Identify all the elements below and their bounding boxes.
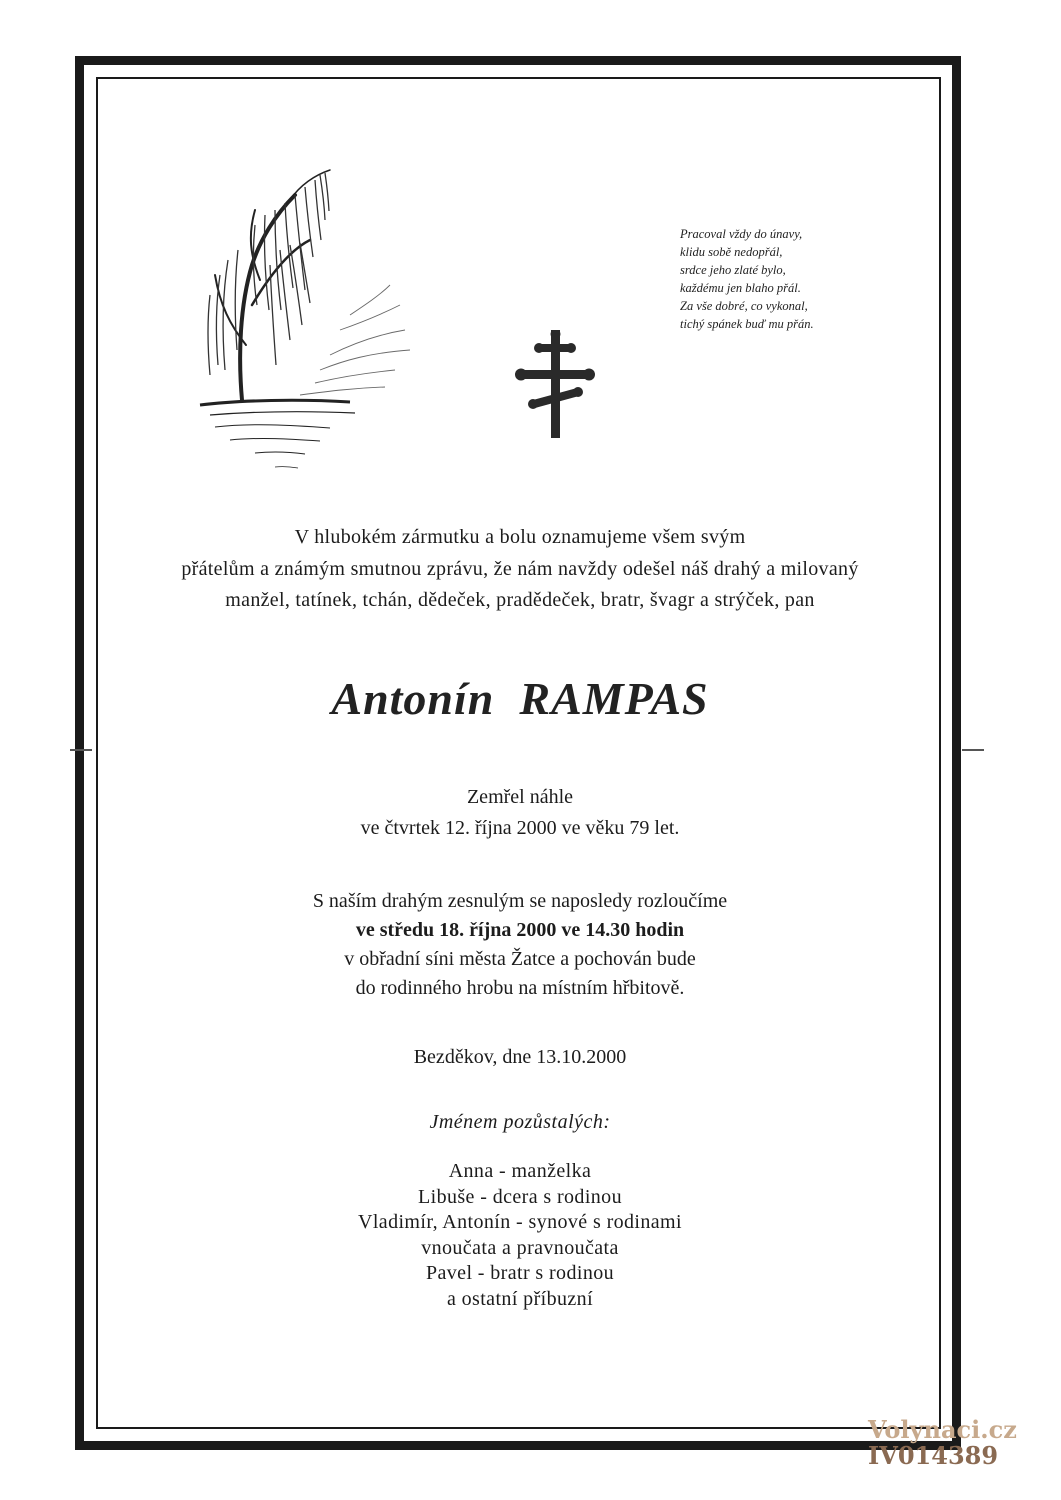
intro-line: přátelům a známým smutnou zprávu, že nám navždy odešel náš drahý a milovaný xyxy=(181,557,859,580)
mourner-item: Vladimír, Antonín - synové s rodinami xyxy=(358,1211,682,1233)
poem-line: srdce jeho zlaté bylo, xyxy=(680,263,786,277)
watermark-site: Volynaci.cz xyxy=(868,1415,1017,1444)
memorial-poem xyxy=(680,225,900,333)
deceased-name: Antonín RAMPAS xyxy=(331,673,709,724)
poem-line: Za vše dobré, co vykonal, xyxy=(680,299,808,313)
on-behalf-of-bereaved: Jménem pozůstalých: xyxy=(429,1111,611,1133)
funeral-line: do rodinného hrobu na místním hřbitově. xyxy=(355,977,685,999)
announcement-intro xyxy=(100,522,940,617)
funeral-line: S naším drahým zesnulým se naposledy rozloučíme xyxy=(312,890,728,912)
mourners-list xyxy=(100,1159,940,1312)
poem-line: tichý spánek buď mu přán. xyxy=(680,317,814,331)
funeral-line: v obřadní síni města Žatce a pochován bude xyxy=(344,948,696,970)
mourner-item: vnoučata a pravnoučata xyxy=(421,1236,619,1259)
fold-mark-left xyxy=(70,748,92,752)
orthodox-cross-icon xyxy=(515,330,595,438)
death-details xyxy=(100,782,940,844)
mourner-item: Libuše - dcera s rodinou xyxy=(418,1185,622,1208)
intro-line: V hlubokém zármutku a bolu oznamujeme všem svým xyxy=(294,526,746,548)
mourner-item: a ostatní příbuzní xyxy=(446,1287,594,1310)
watermark-id: IV014389 xyxy=(868,1441,999,1470)
funeral-date-time: ve středu 18. října 2000 ve 14.30 hodin xyxy=(355,919,685,941)
death-line: ve čtvrtek 12. října 2000 ve věku 79 let. xyxy=(360,817,680,839)
place-and-date: Bezděkov, dne 13.10.2000 xyxy=(413,1046,627,1068)
death-line: Zemřel náhle xyxy=(466,786,574,808)
intro-line: manžel, tatínek, tchán, dědeček, pradědeček, bratr, švagr a strýček, pan xyxy=(225,589,815,611)
weeping-willow-illustration xyxy=(180,155,420,485)
poem-line: klidu sobě nedopřál, xyxy=(680,245,783,259)
poem-line: Pracoval vždy do únavy, xyxy=(680,227,803,241)
archive-watermark xyxy=(868,1417,1048,1469)
mourner-item: Anna - manželka xyxy=(448,1160,592,1182)
funeral-details xyxy=(100,887,940,1003)
fold-mark-right xyxy=(962,748,984,752)
mourner-item: Pavel - bratr s rodinou xyxy=(425,1262,615,1284)
poem-line: každému jen blaho přál. xyxy=(680,281,801,295)
